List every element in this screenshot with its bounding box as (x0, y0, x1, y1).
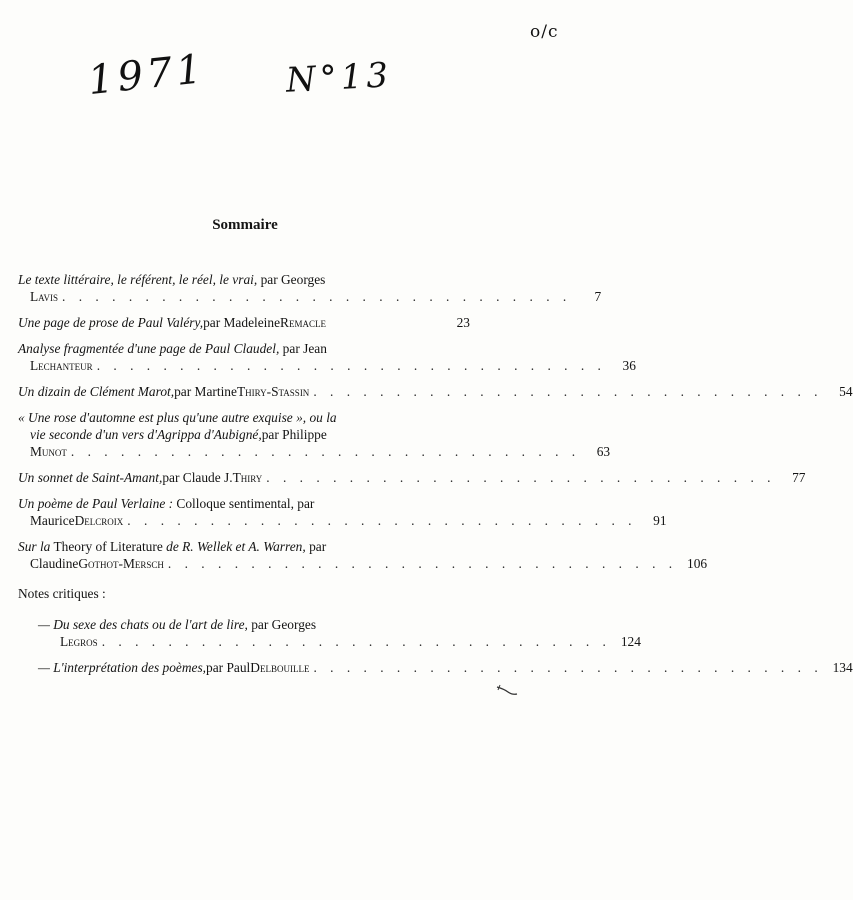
entry-byline: par (305, 539, 327, 554)
entry-page: 134 (832, 660, 853, 675)
entry-author: Delbouille (250, 660, 310, 675)
toc-entry (18, 340, 636, 374)
entry-author: Legros (60, 634, 98, 649)
toc-entry (18, 314, 470, 331)
entry-title: « Une rose d'automne est plus qu'une autre exquise », ou la (18, 410, 337, 425)
entry-byline: par Claude J. (162, 470, 233, 485)
toc-entry (18, 538, 708, 572)
entry-title: Un poème de Paul Verlaine : (18, 496, 174, 511)
entry-title: — Du sexe des chats ou de l'art de lire, (38, 617, 248, 632)
notes-entry (18, 659, 853, 676)
entry-page: 36 (622, 358, 636, 373)
entry-author: Thiry (232, 470, 263, 485)
entry-author: Thiry-Stassin (236, 384, 310, 399)
entry-byline: par Georges (257, 272, 326, 287)
entry-title-work: Theory of Literature (50, 539, 167, 554)
table-of-contents (18, 271, 853, 685)
entry-author: Gothot-Mersch (78, 556, 164, 571)
dot-leader: . . . . . . . . . . . . . . . . . . . . . . . . . . . . . . . (167, 556, 678, 571)
entry-page: 54 (839, 384, 853, 399)
entry-author: Lechanteur (30, 358, 93, 373)
entry-title: Analyse fragmentée d'une page de Paul Claudel, (18, 341, 280, 356)
entry-byline: par Martine (174, 384, 237, 399)
dot-leader: . . . . . . . . . . . . . . . . . . . . . . . . . . . . . . . (313, 384, 823, 399)
entry-byline: par Paul (206, 660, 251, 675)
dot-leader: . . . . . . . . . . . . . . . . . . . . . . . . . . . . . . . (62, 289, 572, 304)
dot-leader: . . . . . . . . . . . . . . . . . . . . . . . . . . . . . . . (70, 444, 581, 459)
pencil-tick-mark (496, 684, 518, 698)
toc-entry (18, 409, 611, 460)
entry-title: — L'interprétation des poèmes, (38, 660, 207, 675)
dot-leader: . . . . . . . . . . . . . . . . . . . . . . . . . . . . . . . (96, 358, 606, 373)
entry-title: Une page de prose de Paul Valéry, (18, 315, 204, 330)
entry-title-suffix: de R. Wellek et A. Warren, (166, 539, 306, 554)
entry-byline: par Philippe (261, 427, 327, 442)
notes-entry (18, 616, 641, 650)
entry-title: Le texte littéraire, le référent, le réel, le vrai, (18, 272, 258, 287)
entry-title: Un dizain de Clément Marot, (18, 384, 175, 399)
dot-leader: . . . . . . . . . . . . . . . . . . . . . . . . . . . . . . . (127, 513, 637, 528)
handwritten-corner-mark: o/c (530, 22, 559, 42)
page-title: Sommaire (212, 217, 278, 233)
entry-byline: par Jean (279, 341, 327, 356)
dot-leader: . . . . . . . . . . . . . . . . . . . . . . . . . . . . . . . (313, 660, 823, 675)
entry-author-first: Claudine (30, 556, 79, 571)
entry-author-first: Maurice (30, 513, 75, 528)
toc-entry (18, 469, 806, 486)
toc-entry (18, 383, 853, 400)
entry-title: Un sonnet de Saint-Amant, (18, 470, 163, 485)
entry-page: 7 (594, 289, 602, 304)
entry-author: Delcroix (74, 513, 124, 528)
entry-page: 63 (596, 444, 611, 459)
entry-author: Lavis (30, 289, 59, 304)
notes-heading: Notes critiques : (18, 586, 106, 601)
dot-leader: . . . . . . . . . . . . . . . . . . . . . . . . . . . . . . . (101, 634, 611, 649)
handwritten-year: 1971 (85, 45, 208, 105)
entry-page: 23 (456, 315, 470, 330)
entry-page: 77 (792, 470, 806, 485)
entry-title-continued: vie seconde d'un vers d'Agrippa d'Aubigné, (30, 427, 262, 442)
entry-page: 106 (687, 556, 708, 571)
entry-page: 91 (653, 513, 667, 528)
handwritten-issue-number: N°13 (285, 55, 393, 101)
entry-byline: par Georges (247, 617, 317, 632)
entry-author: Remacle (280, 315, 326, 330)
entry-byline: Colloque sentimental, par (173, 496, 315, 511)
entry-title-prefix: Sur la (18, 539, 51, 554)
entry-author: Munot (30, 444, 67, 459)
toc-entry (18, 495, 667, 529)
dot-leader: . . . . . . . . . . . . . . . . . . . . . . . . . . . . . . . (266, 470, 776, 485)
entry-byline: par Madeleine (203, 315, 281, 330)
toc-entry (18, 271, 602, 305)
entry-page: 124 (620, 634, 641, 649)
